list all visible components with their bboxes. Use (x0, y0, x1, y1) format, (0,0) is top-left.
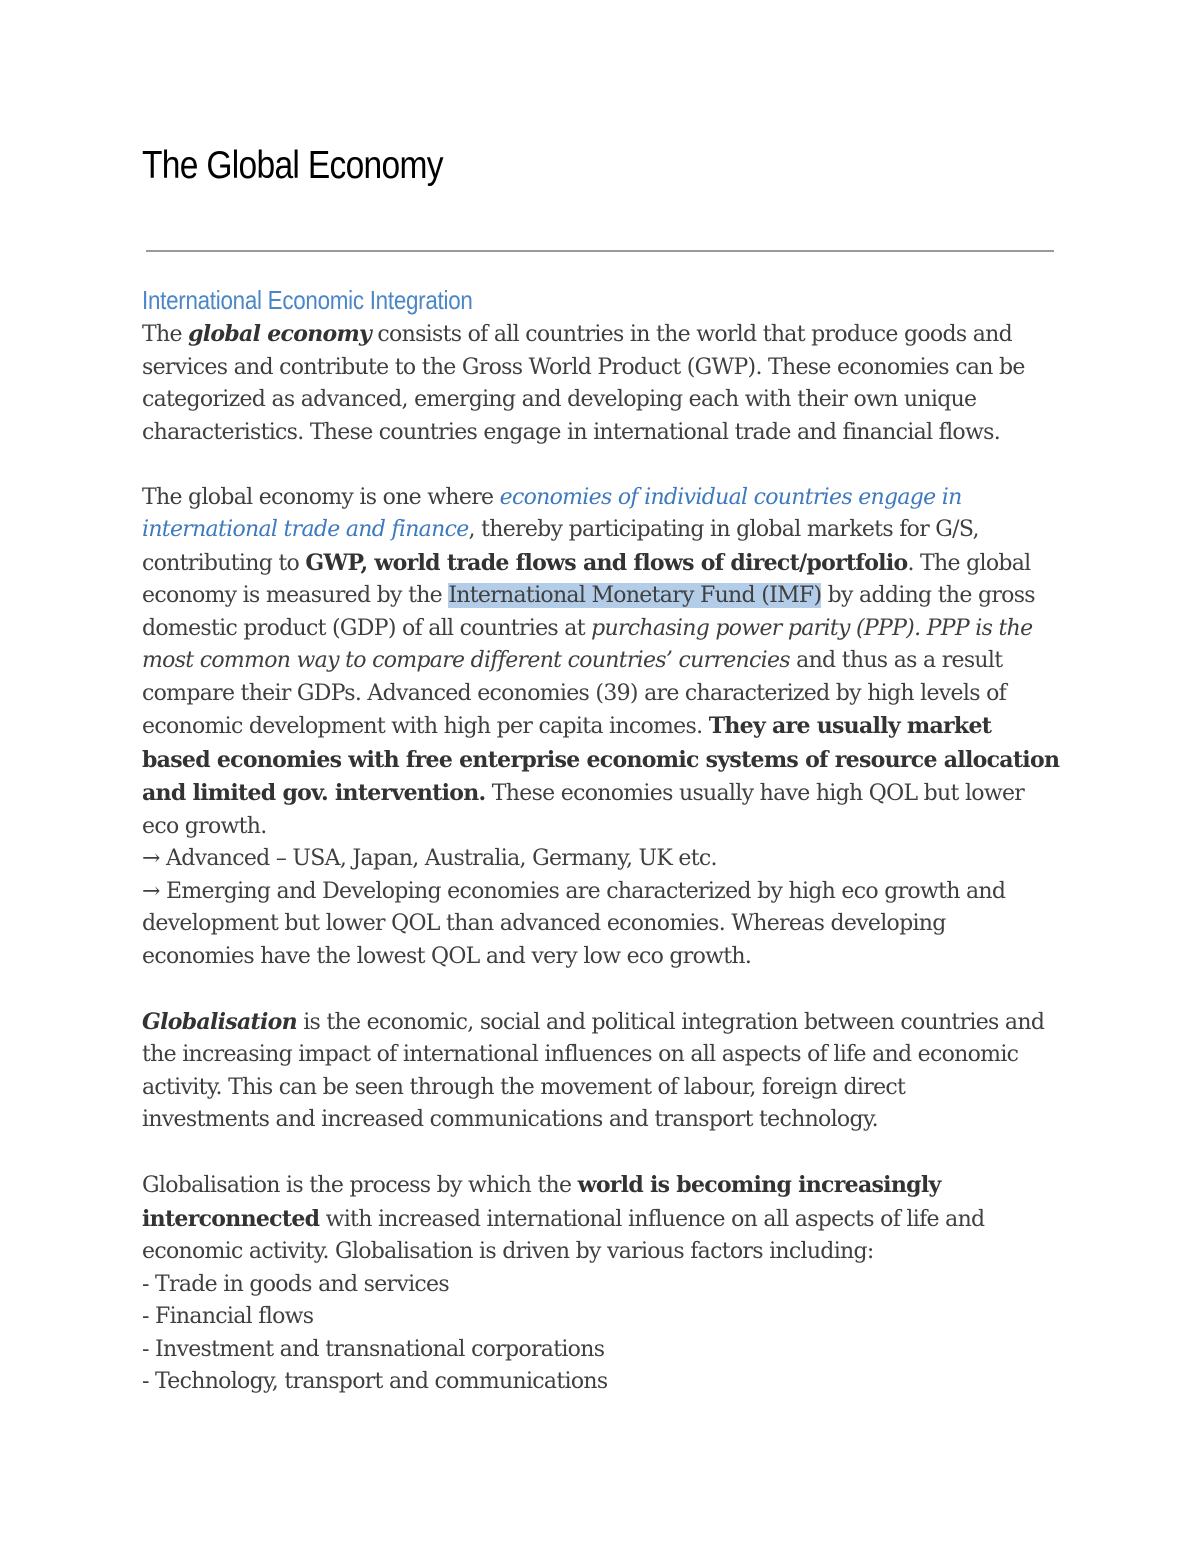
italic-text: purchasing power parity (PPP). PPP is the (591, 615, 1033, 641)
text-line: activity. This can be seen through the movement of labour, foreign direct (142, 1074, 906, 1100)
text-line: The global economy consists of all countries in the world that produce goods and (142, 321, 1012, 347)
paragraph-globalisation-definition (142, 1006, 1072, 1137)
text-line: economic activity. Globalisation is driven by various factors including: (142, 1239, 874, 1264)
text-line: economy is measured by the International Monetary Fund (IMF) by adding the gross (142, 583, 1035, 608)
text-line: Globalisation is the economic, social and political integration between countries and (142, 1008, 1045, 1035)
text-line: international trade and finance, thereby participating in global markets for G/S, (142, 517, 979, 542)
bold-text: and limited gov. intervention. (142, 780, 486, 806)
italic-text: most common way to compare different countries’ currencies (142, 648, 790, 673)
list-item: - Financial flows (142, 1304, 314, 1329)
text-line: compare their GDPs. Advanced economies (39) are characterized by high levels of (142, 680, 1007, 706)
paragraph-globalisation-drivers (142, 1169, 1072, 1399)
text-line: most common way to compare different countries’ currencies and thus as a result (142, 648, 1003, 673)
text-line: Globalisation is the process by which the world is becoming increasingly (142, 1172, 941, 1198)
paragraph-global-economy-measurement (142, 482, 1072, 974)
term-global-economy: global economy (188, 321, 372, 347)
text-line: contributing to GWP, world trade flows and flows of direct/portfolio. The global (142, 549, 1031, 576)
arrow-bullet-advanced: → Advanced – USA, Japan, Australia, Germany, UK etc. (142, 846, 717, 871)
text-line: investments and increased communications and transport technology. (142, 1107, 878, 1132)
arrow-bullet-emerging: → Emerging and Developing economies are characterized by high eco growth and (142, 878, 1006, 904)
section-heading: International Economic Integration (142, 285, 473, 315)
text-line (142, 744, 1072, 778)
text-line: domestic product (GDP) of all countries at purchasing power parity (PPP). PPP is the (142, 615, 1033, 641)
emphasis-text: international trade and finance (142, 517, 469, 542)
text-line: the increasing impact of international influences on all aspects of life and economic (142, 1042, 1019, 1067)
emphasis-text: economies of individual countries engage in (499, 484, 962, 510)
horizontal-divider (146, 250, 1054, 252)
bold-text: world is becoming increasingly (577, 1172, 941, 1198)
text-line: categorized as advanced, emerging and developing each with their own unique (142, 387, 977, 412)
document-body (142, 318, 1072, 1399)
term-globalisation: Globalisation (142, 1008, 297, 1035)
text-line: characteristics. These countries engage in international trade and financial flows. (142, 419, 1000, 445)
text-line: services and contribute to the Gross World Product (GWP). These economies can be (142, 354, 1025, 380)
text-line: and limited gov. intervention. These economies usually have high QOL but lower (142, 780, 1025, 806)
bold-text: based economies with free enterprise economic systems of resource allocation (142, 746, 1060, 773)
text-line: interconnected with increased international influence on all aspects of life and (142, 1205, 985, 1232)
text-line: economies have the lowest QOL and very low eco growth. (142, 943, 752, 969)
bold-text: interconnected (142, 1205, 320, 1232)
bold-text: GWP, world trade flows and flows of direct/portfolio (305, 549, 908, 576)
document-title: The Global Economy (142, 144, 443, 187)
text-line: development but lower QOL than advanced economies. Whereas developing (142, 911, 946, 936)
list-item: - Investment and transnational corporations (142, 1336, 605, 1362)
text-line: eco growth. (142, 813, 267, 839)
bold-text: They are usually market (708, 713, 992, 739)
list-item: - Trade in goods and services (142, 1271, 449, 1297)
text-line: The global economy is one where economies of individual countries engage in (142, 484, 962, 510)
list-item: - Technology, transport and communications (142, 1369, 608, 1394)
text-line: economic development with high per capita incomes. They are usually market (142, 713, 992, 739)
paragraph-global-economy-definition (142, 318, 1072, 449)
highlighted-text-imf[interactable]: International Monetary Fund (IMF) (448, 583, 822, 608)
